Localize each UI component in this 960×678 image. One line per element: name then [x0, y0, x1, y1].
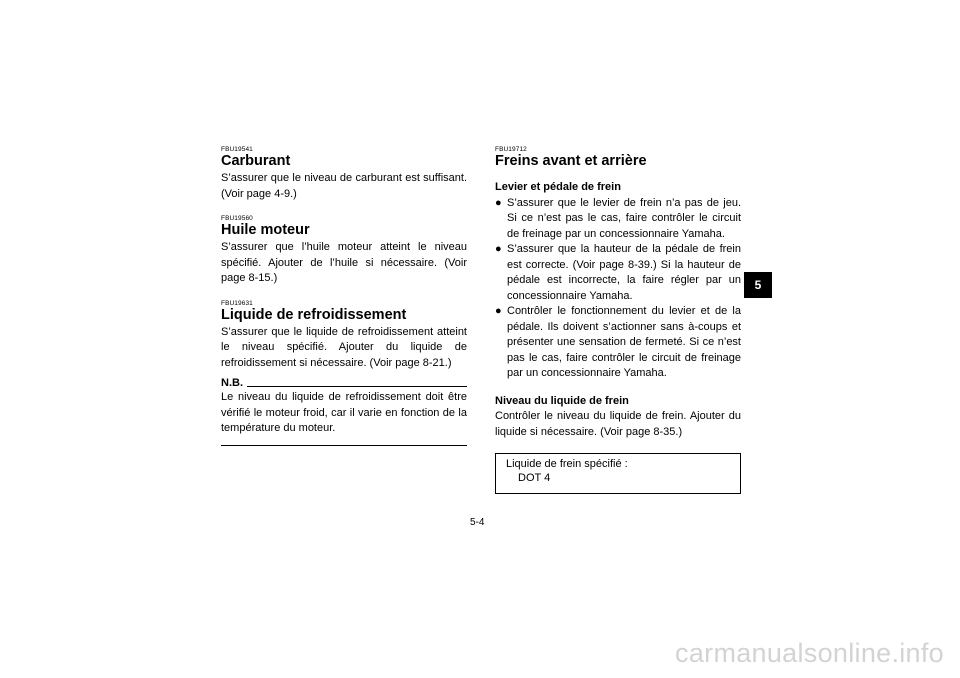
nb-text: Le niveau du liquide de refroidissement doit être vérifié le moteur froid, car il varie en fonction de la température du moteur. — [221, 391, 467, 434]
bullet-icon: ● — [495, 305, 502, 317]
section-liquide-refroidissement — [221, 300, 467, 372]
nb-bottom-rule — [221, 445, 467, 446]
section-code: FBU19560 — [221, 215, 253, 222]
spec-box — [495, 453, 741, 494]
section-code: FBU19712 — [495, 146, 527, 153]
section-text: S’assurer que l’huile moteur atteint le niveau spécifié. Ajouter de l’huile si nécessaire. (Voir page 8-15.) — [221, 241, 467, 284]
section-code: FBU19541 — [221, 146, 253, 153]
nb-label: N.B. — [221, 377, 243, 389]
bullet-icon: ● — [495, 196, 502, 209]
bullet-text: S’assurer que le levier de frein n’a pas de jeu. Si ce n’est pas le cas, faire contrôler le circuit de freinage par un concessionnaire Yamaha. — [507, 196, 741, 240]
section-text: Contrôler le niveau du liquide de frein. Ajouter du liquide si nécessaire. (Voir page 8-35.) — [495, 410, 741, 438]
left-column — [221, 146, 467, 446]
watermark: carmanualsonline.info — [675, 638, 944, 668]
nb-note — [221, 377, 467, 446]
list-item — [495, 196, 741, 243]
page-number: 5-4 — [470, 517, 485, 528]
section-title: Liquide de refroidissement — [221, 306, 407, 323]
chapter-tab: 5 — [744, 272, 772, 298]
section-title: Freins avant et arrière — [495, 153, 647, 169]
bullet-icon: ● — [495, 243, 502, 255]
list-item — [495, 304, 741, 382]
bullet-text: S’assurer que la hauteur de la pédale de frein est correcte. (Voir page 8-39.) Si la hauteur de pédale est incorrecte, la faire régler par un concessionnaire Yamaha. — [507, 243, 741, 302]
bullet-text: Contrôler le fonctionnement du levier et de la pédale. Ils doivent s’actionner sans à-coups et présenter une sensation de fermeté. Si ce n’est pas le cas, faire contrôler le circuit de freinage par un concessionnaire Yamaha. — [507, 305, 741, 379]
section-text: S’assurer que le liquide de refroidissement atteint le niveau spécifié. Ajouter du liquide de refroidissement si nécessaire. (Voir page 8-21.) — [221, 325, 467, 369]
right-column — [495, 146, 741, 494]
section-title: Huile moteur — [221, 222, 310, 238]
section-huile-moteur — [221, 215, 467, 287]
list-item — [495, 242, 741, 304]
nb-rule — [247, 386, 467, 387]
section-carburant — [221, 146, 467, 202]
spec-label: Liquide de frein spécifié : — [506, 458, 628, 470]
subheading-niveau-liquide: Niveau du liquide de frein — [495, 394, 629, 407]
section-title: Carburant — [221, 153, 291, 169]
section-code: FBU19631 — [221, 299, 253, 307]
nb-header — [221, 377, 467, 390]
section-text: S’assurer que le niveau de carburant est suffisant. (Voir page 4-9.) — [221, 172, 467, 200]
bullet-list — [495, 196, 741, 382]
spec-value: DOT 4 — [518, 472, 551, 484]
subheading-levier-pedale: Levier et pédale de frein — [495, 181, 621, 193]
